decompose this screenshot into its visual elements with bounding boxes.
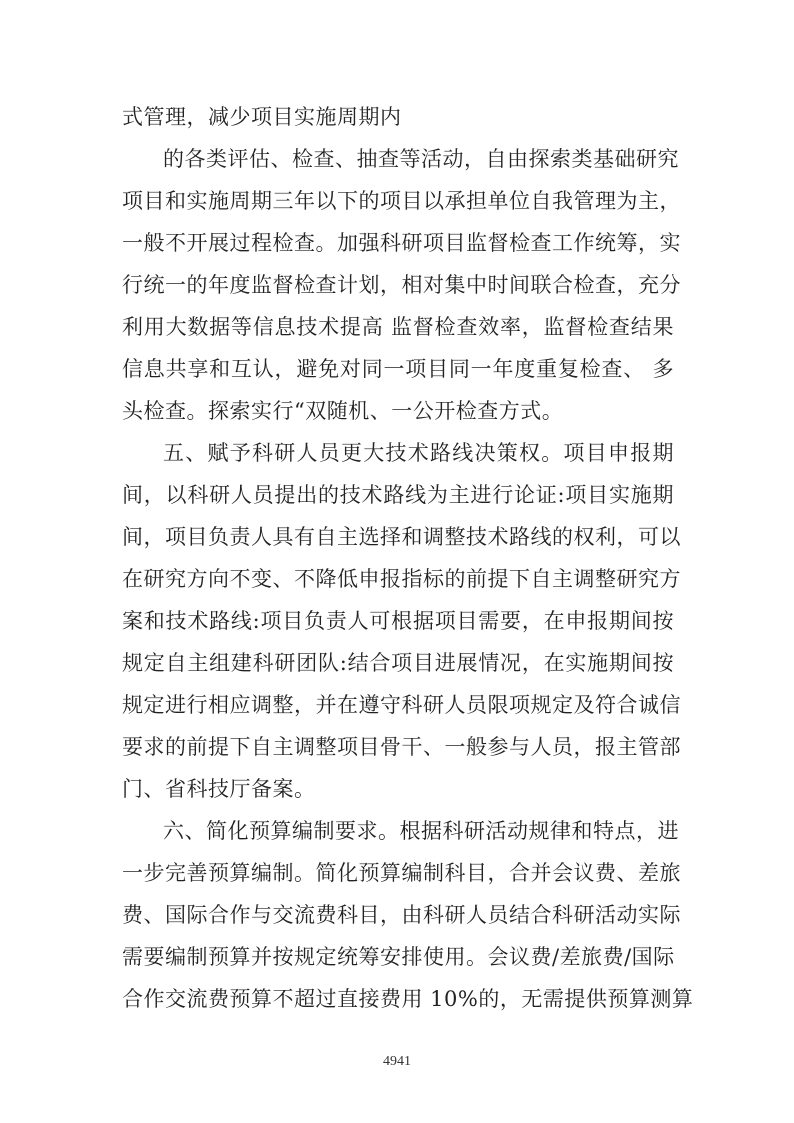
text-line: 间，以科研人员提出的技术路线为主进行论证:项目实施期 (122, 483, 674, 507)
text-line: 在研究方向不变、不降低申报指标的前提下自主调整研究方 (122, 567, 681, 591)
text-line: 信息共享和互认，避免对同一项目同一年度重复检查、 多 (122, 357, 674, 381)
text-line: 行统一的年度监督检查计划，相对集中时间联合检查，充分 (122, 273, 681, 297)
text-line: 的各类评估、检查、抽查等活动，自由探索类基础研究 (163, 147, 679, 171)
text-line: 利用大数据等信息技术提高 监督检查效率，监督检查结果 (122, 315, 674, 339)
text-line: 间，项目负责人具有自主选择和调整技术路线的权利，可以 (122, 525, 681, 549)
page-number: 4941 (383, 1054, 411, 1069)
text-line: 式管理，减少项目实施周期内 (122, 105, 402, 129)
text-line: 门、省科技厅备案。 (122, 777, 316, 801)
text-line: 需要编制预算并按规定统筹安排使用。会议费/差旅费/国际 (122, 945, 675, 969)
text-line: 六、简化预算编制要求。根据科研活动规律和特点，进 (163, 819, 679, 843)
text-line: 五、赋予科研人员更大技术路线决策权。项目申报期 (163, 441, 674, 465)
text-line: 规定自主组建科研团队:结合项目进展情况，在实施期间按 (122, 651, 674, 675)
text-line: 费、国际合作与交流费科目，由科研人员结合科研活动实际 (122, 903, 681, 927)
text-line: 一般不开展过程检查。加强科研项目监督检查工作统筹，实 (122, 231, 681, 255)
text-line: 项目和实施周期三年以下的项目以承担单位自我管理为主， (122, 189, 681, 213)
text-line: 一步完善预算编制。简化预算编制科目，合并会议费、差旅 (122, 861, 681, 885)
text-line: 合作交流费预算不超过直接费用 10%的，无需提供预算测算 (122, 987, 694, 1011)
text-line: 规定进行相应调整，并在遵守科研人员限项规定及符合诚信 (122, 693, 681, 717)
text-line: 头检查。探索实行“双随机、一公开检查方式。 (122, 399, 564, 423)
text-line: 要求的前提下自主调整项目骨干、一般参与人员，报主管部 (122, 735, 681, 759)
text-line: 案和技术路线:项目负责人可根据项目需要，在申报期间按 (122, 609, 674, 633)
